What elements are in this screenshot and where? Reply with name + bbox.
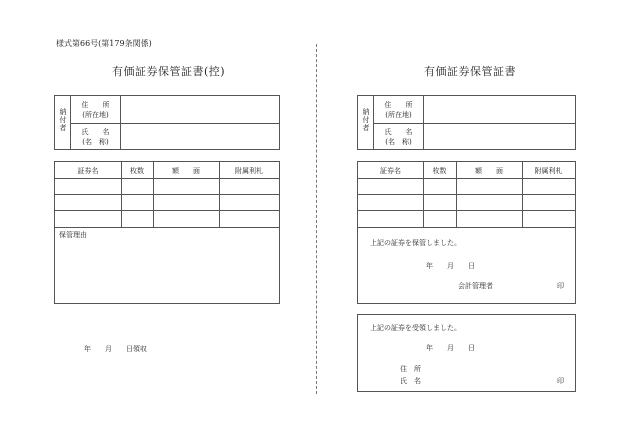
left-payer-divider-h <box>70 123 279 124</box>
right-seal-1: 印 <box>557 282 564 290</box>
right-col-header-face: 額 面 <box>475 167 503 175</box>
left-name-label: 氏 名 (名 称) <box>81 128 110 146</box>
left-securities-table <box>54 161 280 228</box>
left-table-row-line-3 <box>55 210 279 211</box>
left-receipt-date: 年 月 日領収 <box>84 345 147 353</box>
right-received-date: 年 月 日 <box>426 344 475 352</box>
left-col-header-coupon: 附属利札 <box>235 167 263 175</box>
left-table-row-line-2 <box>55 194 279 195</box>
right-name-line: 氏 名 <box>400 377 421 385</box>
right-received-box <box>357 314 576 392</box>
form-number: 様式第66号(第179条関係) <box>56 39 152 48</box>
left-col-header-face: 額 面 <box>172 167 200 175</box>
left-payer-box <box>54 95 280 150</box>
left-col-header-count: 枚数 <box>130 167 144 175</box>
left-table-row-line-1 <box>55 178 279 179</box>
right-seal-2: 印 <box>557 377 564 385</box>
right-col-header-name: 証券名 <box>380 167 401 175</box>
left-col-header-name: 証券名 <box>77 167 99 175</box>
left-reason-box <box>54 227 280 304</box>
right-address-line: 住 所 <box>400 365 421 373</box>
right-title: 有価証券保管証書 <box>424 65 516 78</box>
right-securities-table <box>357 161 576 228</box>
right-col-header-count: 枚数 <box>432 167 447 175</box>
left-payer-label: 納付者 <box>59 108 67 132</box>
left-title: 有価証券保管証書(控) <box>112 65 226 78</box>
right-col-header-coupon: 附属利札 <box>534 167 563 175</box>
right-stored-date: 年 月 日 <box>426 262 475 270</box>
right-payer-box <box>357 95 576 150</box>
left-address-label: 住 所 (所在地) <box>81 101 110 119</box>
right-name-label: 氏 名 (名 称) <box>384 128 413 146</box>
right-table-row-line-1 <box>358 178 575 179</box>
right-table-row-line-2 <box>358 194 575 195</box>
right-stored-box <box>357 227 576 304</box>
right-payer-label: 納付者 <box>362 108 370 132</box>
right-stored-text: 上記の証券を保管しました。 <box>370 239 461 247</box>
right-address-label: 住 所 (所在地) <box>384 101 413 119</box>
left-reason-label: 保管理由 <box>59 231 87 239</box>
right-table-row-line-3 <box>358 210 575 211</box>
right-accountant-label: 会計管理者 <box>458 282 493 290</box>
right-received-text: 上記の証券を受領しました。 <box>370 324 461 332</box>
right-payer-divider-h <box>373 123 575 124</box>
center-dashed-divider <box>316 44 317 394</box>
